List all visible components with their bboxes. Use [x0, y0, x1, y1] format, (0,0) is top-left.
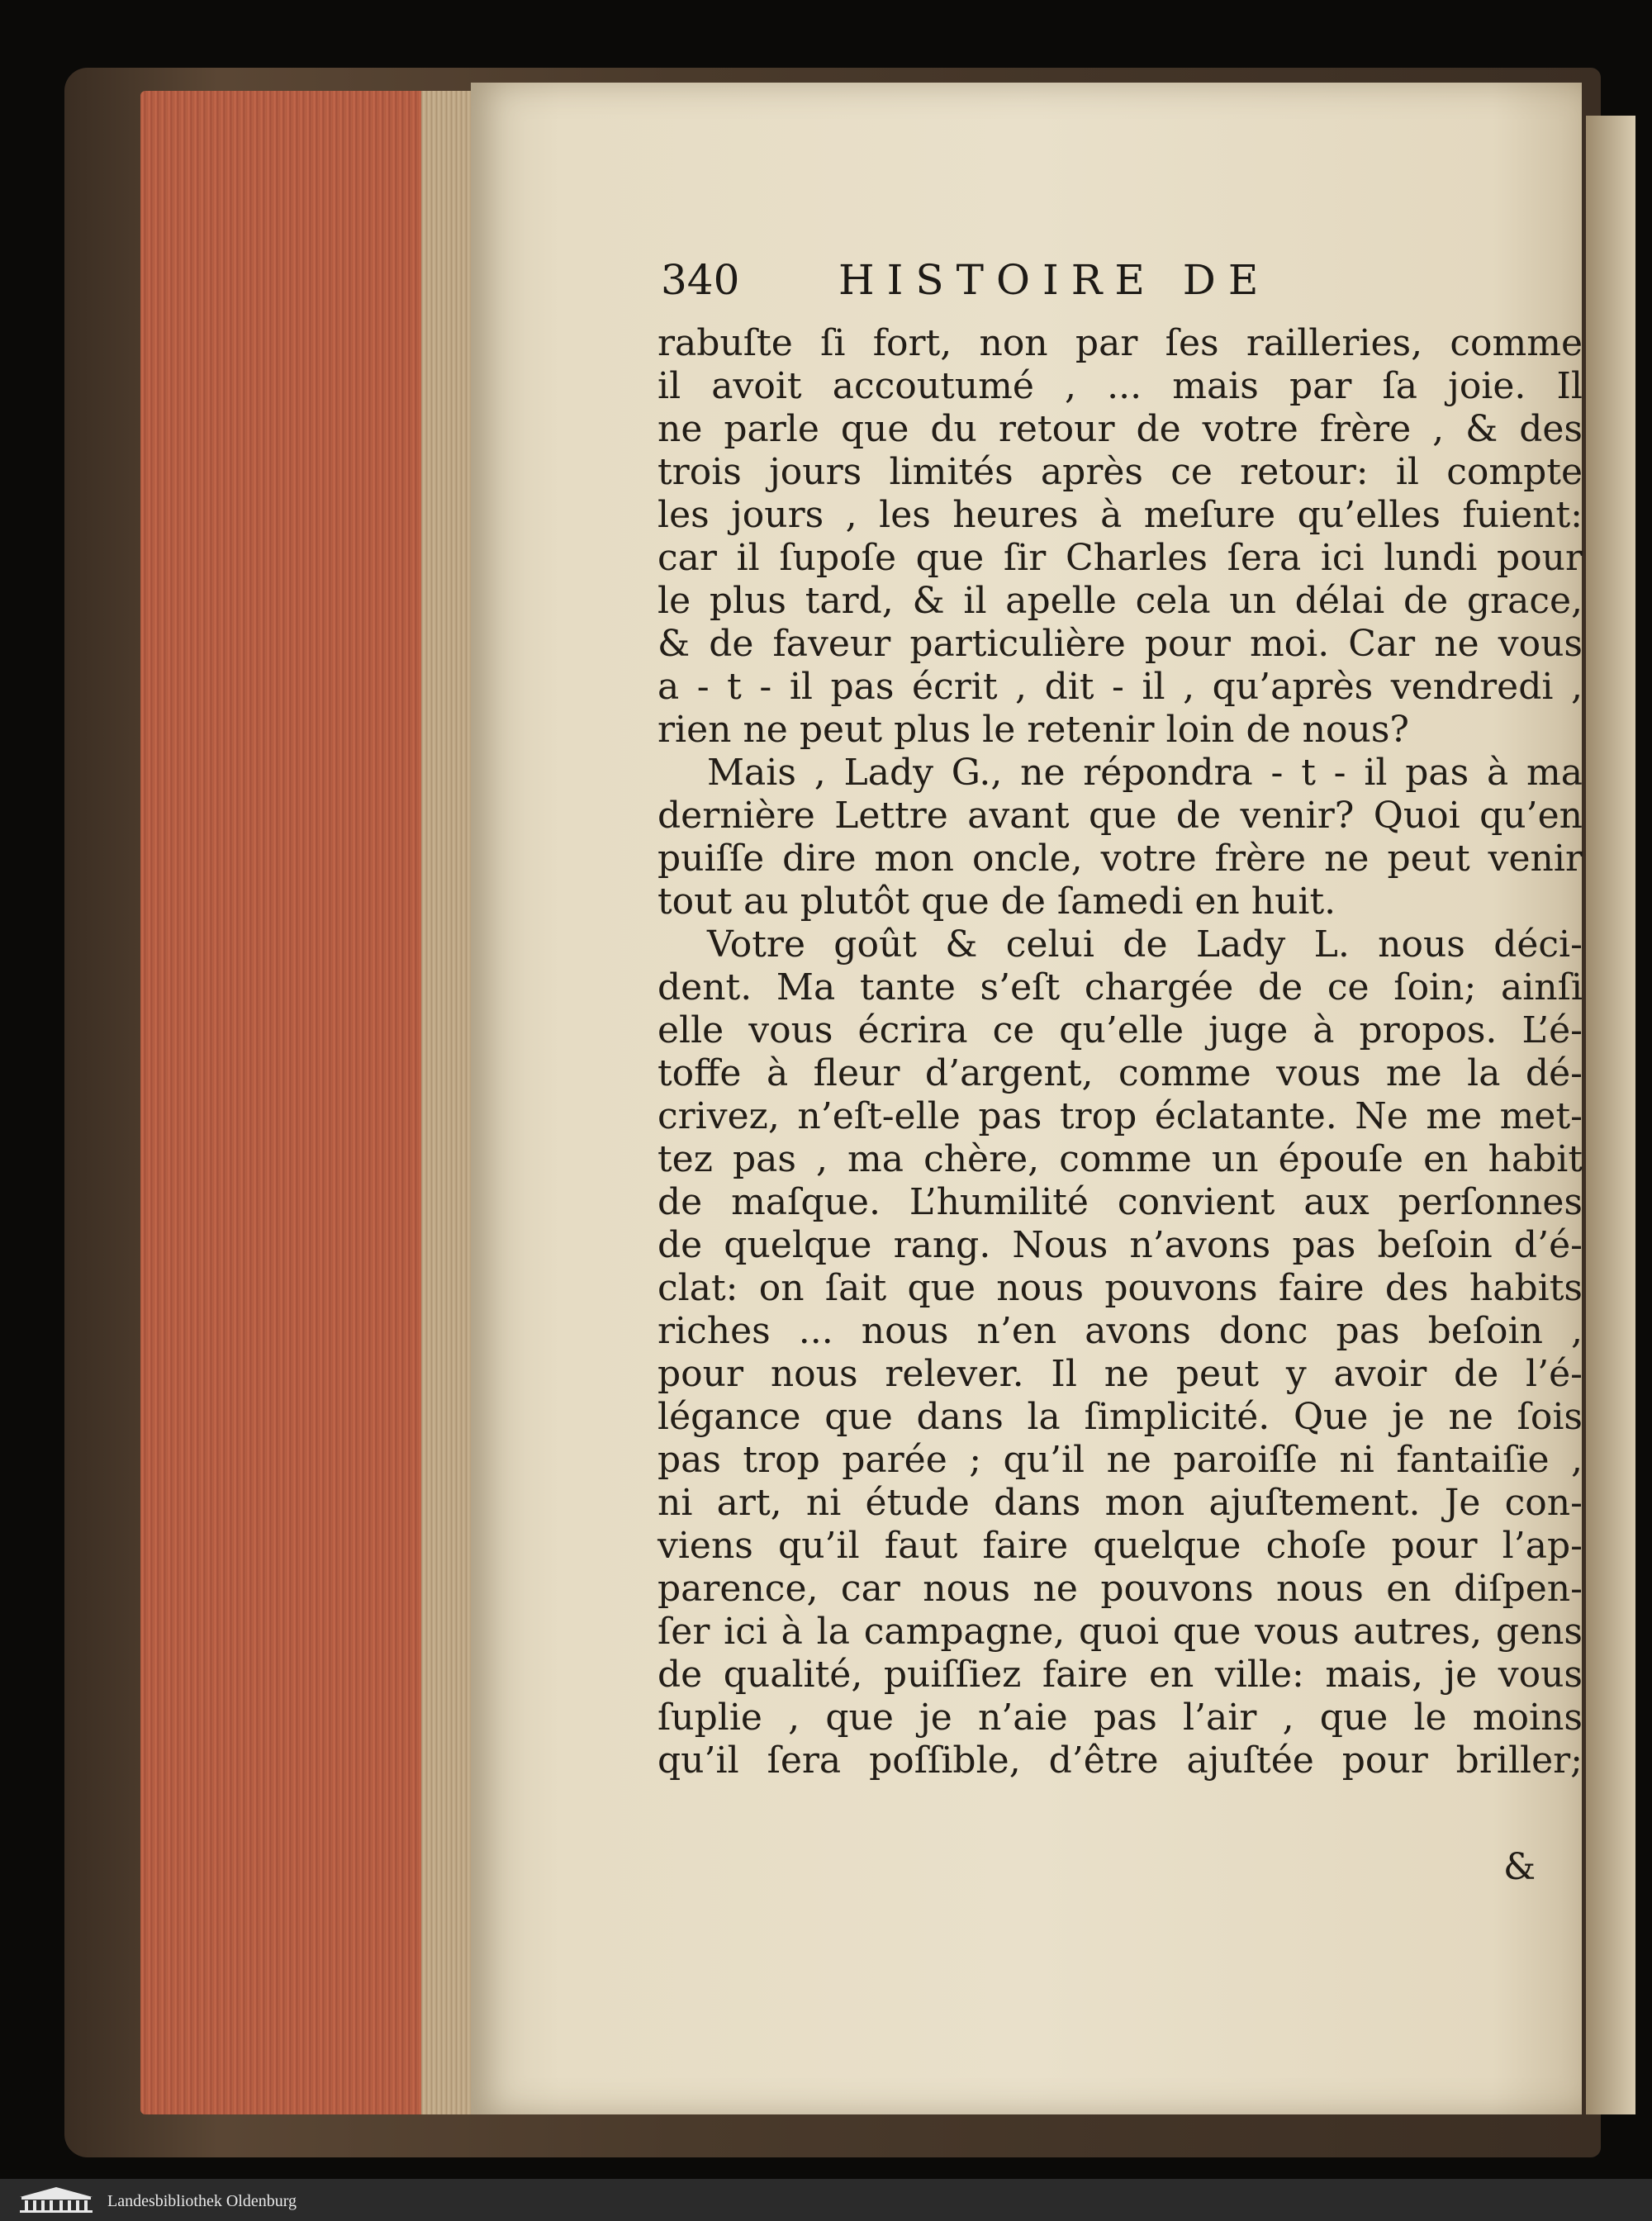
text-line: le plus tard, & il apelle cela un délai de grace,	[657, 580, 1583, 622]
text-line: crivez, n’eſt-elle pas trop éclatante. Ne me met-	[657, 1095, 1583, 1137]
page-number: 340	[661, 256, 740, 304]
catchword: &	[1503, 1846, 1536, 1888]
text-line: trois jours limités après ce retour: il compte	[657, 451, 1583, 493]
text-line: de maſque. L’humilité convient aux perſonnes	[657, 1181, 1583, 1223]
page-header	[661, 256, 1379, 322]
text-line: qu’il ſera poſſible, d’être ajuſtée pour briller;	[657, 1739, 1583, 1782]
text-line: tout au plutôt que de ſamedi en huit.	[657, 880, 1336, 923]
text-line: de qualité, puiſſiez faire en ville: mais, je vous	[657, 1654, 1583, 1696]
text-line: légance que dans la ſimplicité. Que je ne ſois	[657, 1396, 1583, 1438]
text-line: riches ... nous n’en avons donc pas beſoin ,	[657, 1310, 1583, 1352]
text-line: tez pas , ma chère, comme un épouſe en habit	[657, 1138, 1583, 1180]
text-line: dent. Ma tante s’eſt chargée de ce ſoin; ainſi	[657, 966, 1583, 1008]
text-line: parence, car nous ne pouvons nous en diſpen-	[657, 1568, 1583, 1610]
text-line: pour nous relever. Il ne peut y avoir de l’é-	[657, 1353, 1583, 1395]
text-line: clat: on ſait que nous pouvons faire des habits	[657, 1267, 1583, 1309]
text-line: de quelque rang. Nous n’avons pas beſoin d’é-	[657, 1224, 1583, 1266]
text-line: rabuſte ſi fort, non par ſes railleries, comme	[657, 322, 1583, 364]
page-edges	[140, 91, 487, 2114]
text-line: puiſſe dire mon oncle, votre frère ne peut venir	[657, 838, 1583, 880]
text-line: les jours , les heures à meſure qu’elles fuient:	[657, 494, 1583, 536]
facing-page-edge	[1586, 116, 1635, 2114]
text-line: elle vous écrira ce qu’elle juge à propos. L’é-	[657, 1009, 1583, 1051]
text-line: Mais , Lady G., ne répondra - t - il pas à ma	[707, 752, 1583, 794]
text-line: rien ne peut plus le retenir loin de nous?	[657, 709, 1409, 751]
library-building-icon	[17, 2185, 96, 2214]
text-line: & de faveur particulière pour moi. Car ne vous	[657, 623, 1583, 665]
text-line: Votre goût & celui de Lady L. nous déci-	[707, 923, 1583, 966]
text-line: car il ſupoſe que ſir Charles ſera ici lundi pour	[657, 537, 1583, 579]
running-title: HISTOIRE DE	[838, 256, 1271, 304]
text-line: ſuplie , que je n’aie pas l’air , que le moins	[657, 1697, 1583, 1739]
text-line: a - t - il pas écrit , dit - il , qu’après vendredi ,	[657, 666, 1583, 708]
text-line: ni art, ni étude dans mon ajuſtement. Je con-	[657, 1482, 1583, 1524]
text-line: dernière Lettre avant que de venir? Quoi qu’en	[657, 795, 1583, 837]
footer-bar	[0, 2179, 1652, 2221]
body-text	[657, 322, 1583, 1782]
text-line: viens qu’il faut faire quelque choſe pour l’ap-	[657, 1525, 1583, 1567]
text-line: toffe à fleur d’argent, comme vous me la dé-	[657, 1052, 1583, 1094]
text-line: ne parle que du retour de votre frère , & des	[657, 408, 1583, 450]
library-name: Landesbibliothek Oldenburg	[107, 2192, 297, 2210]
text-line: ſer ici à la campagne, quoi que vous autres, gens	[657, 1611, 1583, 1653]
book-page	[471, 83, 1582, 2114]
text-line: il avoit accoutumé , ... mais par ſa joie. Il	[657, 365, 1583, 407]
text-line: pas trop parée ; qu’il ne paroiſſe ni fantaiſie ,	[657, 1439, 1583, 1481]
